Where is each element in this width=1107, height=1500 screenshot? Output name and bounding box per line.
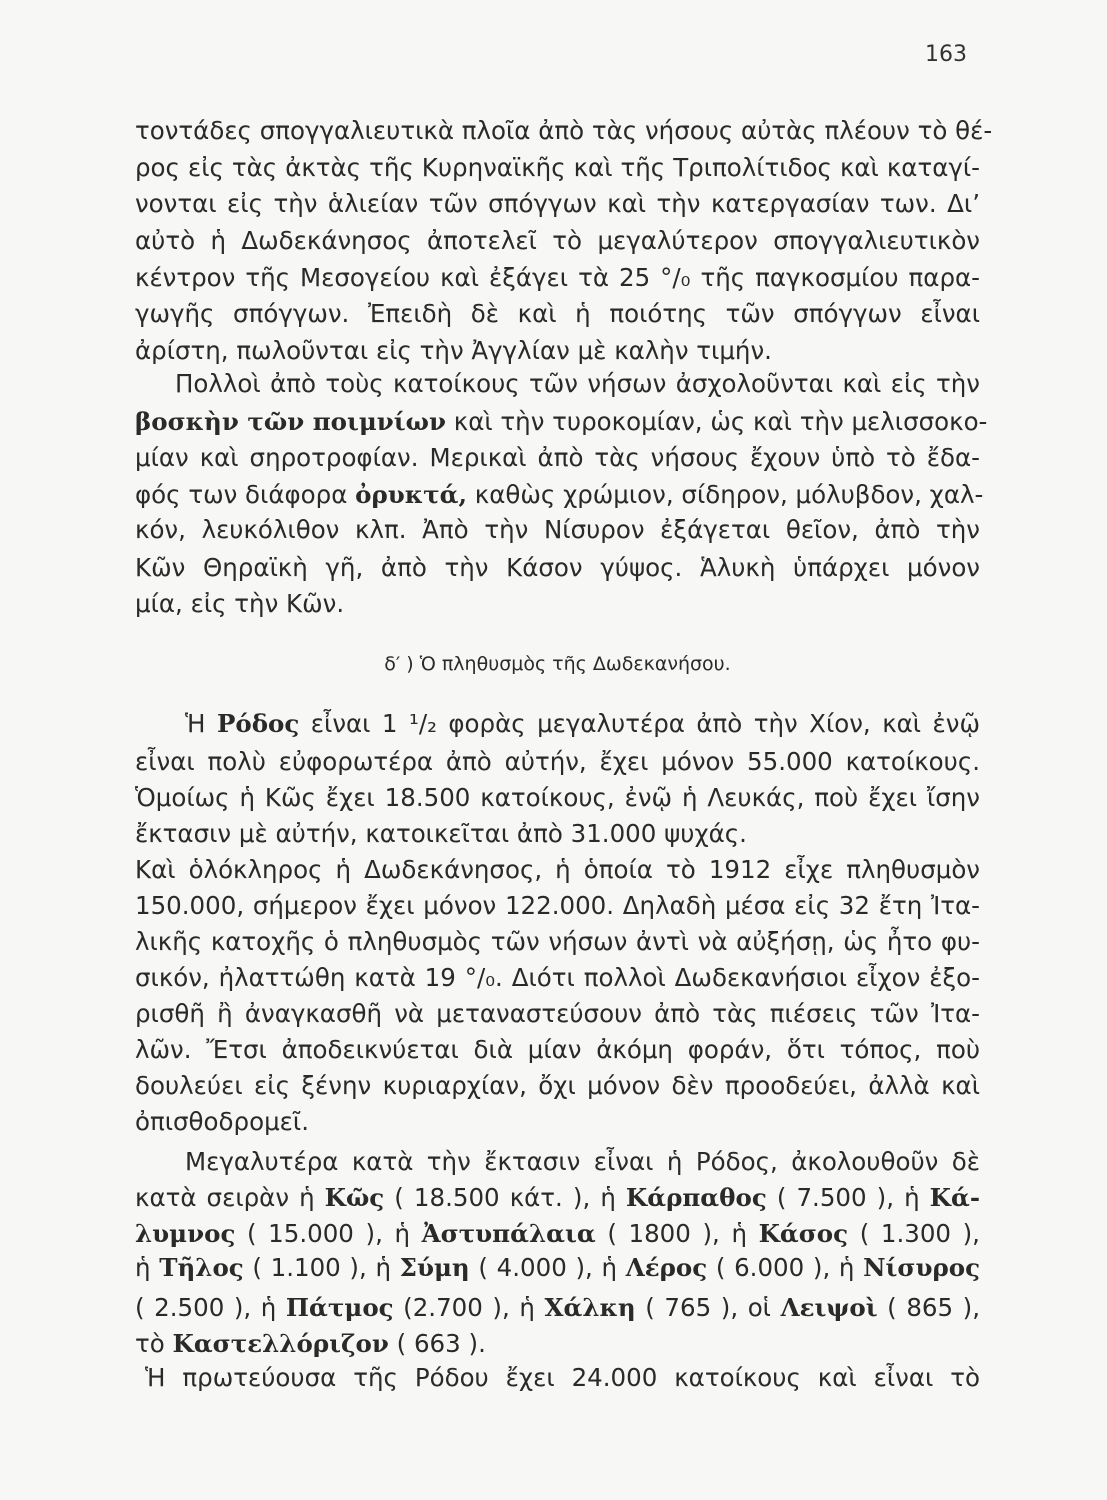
text-line: Πολλοὶ ἀπὸ τοὺς κατοίκους τῶν νήσων ἀσχολοῦνται καὶ εἰς τὴν xyxy=(175,369,980,398)
text-line: ἔκτασιν μὲ αὐτήν, κατοικεῖται ἀπὸ 31.000 ψυχάς. xyxy=(135,819,747,848)
text-line: μίαν καὶ σηροτροφίαν. Μερικαὶ ἀπὸ τὰς νήσους ἔχουν ὑπὸ τὸ ἔδα- xyxy=(135,443,980,472)
text-line: γωγῆς σπόγγων. Ἐπειδὴ δὲ καὶ ἡ ποιότης τῶν σπόγγων εἶναι xyxy=(135,299,980,328)
text-line: ὀπισθοδρομεῖ. xyxy=(135,1107,309,1136)
text-line: τοντάδες σπογγαλιευτικὰ πλοῖα ἀπὸ τὰς νήσους αὐτὰς πλέουν τὸ θέ- xyxy=(135,116,993,145)
text-line: ρος εἰς τὰς ἀκτὰς τῆς Κυρηναϊκῆς καὶ τῆς Τριπολίτιδος καὶ καταγί- xyxy=(135,153,980,182)
text-line: λῶν. Ἔτσι ἀποδεικνύεται διὰ μίαν ἀκόμη φοράν, ὅτι τόπος, ποὺ xyxy=(135,1035,980,1064)
text-line: σικόν, ἠλαττώθη κατὰ 19 °/₀. Διότι πολλοὶ Δωδεκανήσιοι εἶχον ἐξο- xyxy=(135,963,980,992)
section-heading: δ′ ) Ὁ πληθυσμὸς τῆς Δωδεκανήσου. xyxy=(384,653,731,675)
text-line: 150.000, σήμερον ἔχει μόνον 122.000. Δηλαδὴ μέσα εἰς 32 ἔτη Ἰτα- xyxy=(135,891,980,920)
text-line: Ὁμοίως ἡ Κῶς ἔχει 18.500 κατοίκους, ἐνῷ ἡ Λευκάς, ποὺ ἔχει ἴσην xyxy=(135,783,980,812)
text-line: λυμνος ( 15.000 ), ἡ Ἀστυπάλαια ( 1800 ), ἡ Κάσος ( 1.300 ), xyxy=(135,1219,980,1248)
text-line: δουλεύει εἰς ξένην κυριαρχίαν, ὄχι μόνον δὲν προοδεύει, ἀλλὰ καὶ xyxy=(135,1071,980,1100)
text-line: λικῆς κατοχῆς ὁ πληθυσμὸς τῶν νήσων ἀντὶ νὰ αὐξήσῃ, ὡς ἦτο φυ- xyxy=(135,927,980,956)
text-line: κατὰ σειρὰν ἡ Κῶς ( 18.500 κάτ. ), ἡ Κάρπαθος ( 7.500 ), ἡ Κά- xyxy=(135,1183,980,1212)
text-line: Ἡ Ρόδος εἶναι 1 ¹/₂ φορὰς μεγαλυτέρα ἀπὸ τὴν Χίον, καὶ ἐνῷ xyxy=(185,709,980,738)
page-number: 163 xyxy=(925,42,967,67)
text-line: φός των διάφορα ὀρυκτά, καθὼς χρώμιον, σίδηρον, μόλυβδον, χαλ- xyxy=(135,480,984,509)
text-line: βοσκὴν τῶν ποιμνίων καὶ τὴν τυροκομίαν, ὡς καὶ τὴν μελισσοκο- xyxy=(135,407,988,436)
text-line: Μεγαλυτέρα κατὰ τὴν ἔκτασιν εἶναι ἡ Ρόδος, ἀκολουθοῦν δὲ xyxy=(185,1147,980,1176)
text-line: κόν, λευκόλιθον κλπ. Ἀπὸ τὴν Νίσυρον ἐξάγεται θεῖον, ἀπὸ τὴν xyxy=(135,515,980,544)
text-line: ἡ Τῆλος ( 1.100 ), ἡ Σύμη ( 4.000 ), ἡ Λέρος ( 6.000 ), ἡ Νίσυρος xyxy=(135,1253,981,1282)
text-line: ἀρίστη, πωλοῦνται εἰς τὴν Ἀγγλίαν μὲ καλὴν τιμήν. xyxy=(135,336,772,365)
text-line: τὸ Καστελλόριζον ( 663 ). xyxy=(135,1329,486,1358)
text-line: μία, εἰς τὴν Κῶν. xyxy=(135,589,345,618)
text-line: Καὶ ὁλόκληρος ἡ Δωδεκάνησος, ἡ ὁποία τὸ 1912 εἶχε πληθυσμὸν xyxy=(135,855,980,884)
text-line: κέντρον τῆς Μεσογείου καὶ ἐξάγει τὰ 25 °/₀ τῆς παγκοσμίου παρα- xyxy=(135,263,980,292)
text-line: ( 2.500 ), ἡ Πάτμος (2.700 ), ἡ Χάλκη ( 765 ), οἱ Λειψοὶ ( 865 ), xyxy=(135,1293,981,1322)
text-line: αὐτὸ ἡ Δωδεκάνησος ἀποτελεῖ τὸ μεγαλύτερον σπογγαλιευτικὸν xyxy=(135,226,980,255)
text-line: ρισθῆ ἢ ἀναγκασθῆ νὰ μεταναστεύσουν ἀπὸ τὰς πιέσεις τῶν Ἰτα- xyxy=(135,999,980,1028)
text-line: Ἡ πρωτεύουσα τῆς Ρόδου ἔχει 24.000 κατοίκους καὶ εἶναι τὸ xyxy=(145,1363,980,1392)
text-line: νονται εἰς τὴν ἁλιείαν τῶν σπόγγων καὶ τὴν κατεργασίαν των. Δι’ xyxy=(135,189,980,218)
text-line: εἶναι πολὺ εὐφορωτέρα ἀπὸ αὐτήν, ἔχει μόνον 55.000 κατοίκους. xyxy=(135,747,980,776)
text-line: Κῶν Θηραϊκὴ γῆ, ἀπὸ τὴν Κάσον γύψος. Ἁλυκὴ ὑπάρχει μόνον xyxy=(135,553,980,582)
